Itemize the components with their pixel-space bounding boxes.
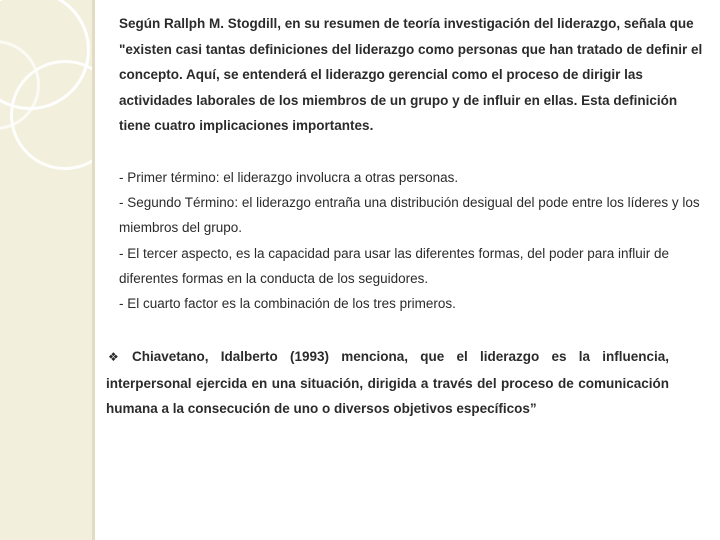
citation-text: Chiavetano, Idalberto (1993) menciona, que el liderazgo es la influencia, interpersonal ejercida en una situación, dirigida a través del proceso de comunicación humana a la consecución de uno o diversos objetivos específicos” [106, 349, 669, 416]
list-item: - Segundo Término: el liderazgo entraña una distribución desigual del pode entre los líderes y los miembros del grupo. [119, 195, 700, 236]
list-item: - El cuarto factor es la combinación de los tres primeros. [119, 296, 456, 312]
list-item: - El tercer aspecto, es la capacidad para usar las diferentes formas, del poder para influir de diferentes formas en la conducta de los seguidores. [119, 245, 670, 286]
intro-paragraph: Según Rallph M. Stogdill, en su resumen de teoría investigación del liderazgo, señala que "existen casi tantas definiciones del liderazgo como personas que han tratado de definir el concepto. Aquí, se entenderá el liderazgo gerencial como el proceso de dirigir las actividades laborales de los miembros de un grupo y de influir en ellas. Esta definición tiene cuatro implicaciones importantes. [119, 16, 703, 133]
list-item: - Primer término: el liderazgo involucra a otras personas. [119, 170, 459, 185]
implications-list [119, 165, 704, 316]
decorative-side-band [0, 0, 92, 540]
citation-paragraph [106, 344, 669, 422]
band-divider [92, 0, 95, 540]
diamond-bullet-icon: ❖ [108, 350, 119, 364]
